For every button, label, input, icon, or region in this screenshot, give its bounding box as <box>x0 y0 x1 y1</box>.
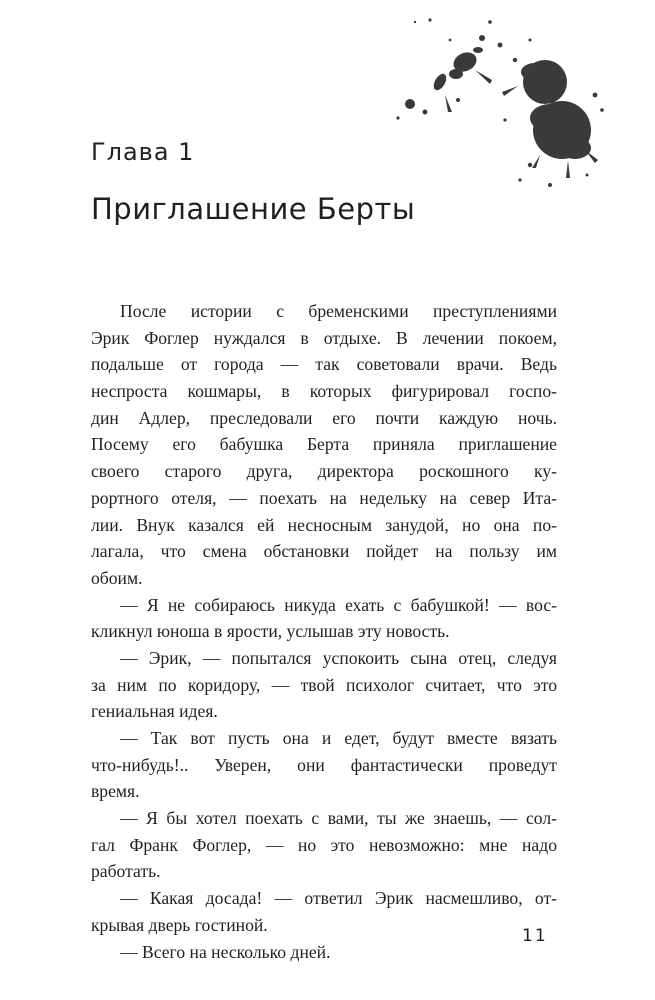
text-line: работать. <box>91 861 161 882</box>
chapter-title: Приглашение Берты <box>91 192 416 226</box>
text-line: лагала, что смена обстановки пойдет на пользу им <box>91 541 557 562</box>
text-line: — Я не собираюсь никуда ехать с бабушкой! — вос- <box>120 594 557 615</box>
page-number: 11 <box>522 926 548 946</box>
text-line: гал Франк Фоглер, — но это невозможно: мне надо <box>91 834 557 855</box>
text-line: После истории с бременскими преступлениями <box>120 301 557 321</box>
chapter-body-text <box>91 298 557 965</box>
text-line: гениальная идея. <box>91 701 218 722</box>
text-line: время. <box>91 781 140 802</box>
text-line: подальше от города — так советовали врачи. Ведь <box>91 354 557 375</box>
text-line: крывая дверь гостиной. <box>91 914 268 935</box>
text-line: дин Адлер, преследовали его почти каждую ночь. <box>91 407 557 428</box>
text-line: что-нибудь!.. Уверен, они фантастически проведут <box>91 754 557 775</box>
chapter-label: Глава 1 <box>91 138 195 166</box>
text-line: рортного отеля, — поехать на недельку на север Ита- <box>91 487 557 508</box>
ink-splatter-icon <box>390 0 655 200</box>
text-line: Эрик Фоглер нуждался в отдыхе. В лечении покоем, <box>91 327 557 348</box>
text-line: — Какая досада! — ответил Эрик насмешливо, от- <box>120 888 557 909</box>
text-line: — Эрик, — попытался успокоить сына отец, следуя <box>120 647 557 668</box>
text-line: — Всего на несколько дней. <box>120 941 331 962</box>
text-line: своего старого друга, директора роскошного ку- <box>91 461 557 482</box>
text-line: кликнул юноша в ярости, услышав эту новость. <box>91 621 450 642</box>
text-line: неспроста кошмары, в которых фигурировал госпо- <box>91 381 557 402</box>
text-line: за ним по коридору, — твой психолог считает, что это <box>91 674 557 695</box>
text-line: Посему его бабушка Берта приняла приглашение <box>91 434 557 455</box>
text-line: — Так вот пусть она и едет, будут вместе вязать <box>120 728 557 748</box>
text-line: — Я бы хотел поехать с вами, ты же знаешь, — сол- <box>120 808 557 829</box>
text-line: лии. Внук казался ей несносным занудой, но она по- <box>91 514 557 535</box>
text-line: обоим. <box>91 567 143 588</box>
